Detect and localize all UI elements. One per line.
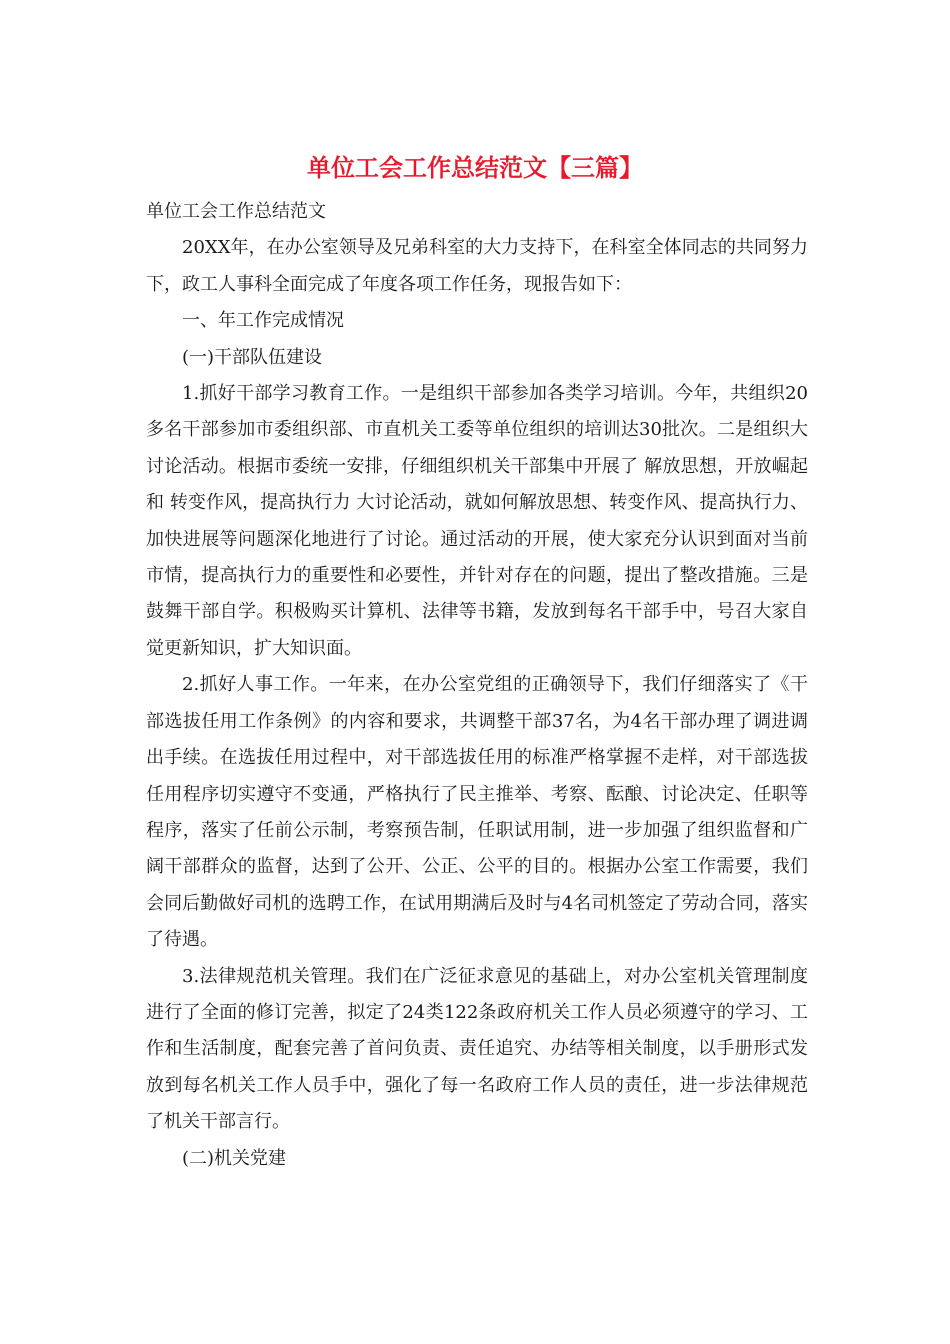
document-subtitle: 单位工会工作总结范文 [146,201,326,222]
subsection-heading: (二)机关党建 [182,1147,287,1169]
body-paragraph: 1.抓好干部学习教育工作。一是组织干部参加各类学习培训。今年，共组织20多名干部参加市委组织部、市直机关工委等单位组织的培训达30批次。二是组织大讨论活动。根据市委统一安排，仔细组织机关干部集中开展了 解放思想，开放崛起 和 转变作风，提高执行力 大讨论活动，就如何解放思想、转变作风、提高执行力、加快进展等问题深化地进行了讨论。通过活动的开展，使大家充分认识到面对当前市情，提高执行力的重要性和必要性，并针对存在的问题，提出了整改措施。三是鼓舞干部自学。积极购买计算机、法律等书籍，发放到每名干部手中，号召大家自觉更新知识，扩大知识面。 [146,383,808,659]
body-paragraph: 3.法律规范机关管理。我们在广泛征求意见的基础上，对办公室机关管理制度进行了全面的修订完善，拟定了24类122条政府机关工作人员必须遵守的学习、工作和生活制度，配套完善了首问负责、责任追究、办结等相关制度，以手册形式发放到每名机关工作人员手中，强化了每一名政府工作人员的责任，进一步法律规范了机关干部言行。 [146,965,808,1133]
intro-paragraph: 20XX年，在办公室领导及兄弟科室的大力支持下，在科室全体同志的共同努力下，政工人事科全面完成了年度各项工作任务，现报告如下： [146,237,808,295]
subsection-heading: (一)干部队伍建设 [182,346,323,368]
document-body [146,194,808,1177]
section-heading: 一、年工作完成情况 [182,310,344,332]
body-paragraph: 2.抓好人事工作。一年来，在办公室党组的正确领导下，我们仔细落实了《干部选拔任用工作条例》的内容和要求，共调整干部37名，为4名干部办理了调进调出手续。在选拔任用过程中，对干部选拔任用的标准严格掌握不走样，对干部选拔任用程序切实遵守不变通，严格执行了民主推举、考察、酝酿、讨论决定、任职等程序，落实了任前公示制，考察预告制，任职试用制，进一步加强了组织监督和广阔干部群众的监督，达到了公开、公正、公平的目的。根据办公室工作需要，我们会同后勤做好司机的选聘工作，在试用期满后及时与4名司机签定了劳动合同，落实了待遇。 [146,674,808,951]
document-title: 单位工会工作总结范文【三篇】 [307,154,643,182]
